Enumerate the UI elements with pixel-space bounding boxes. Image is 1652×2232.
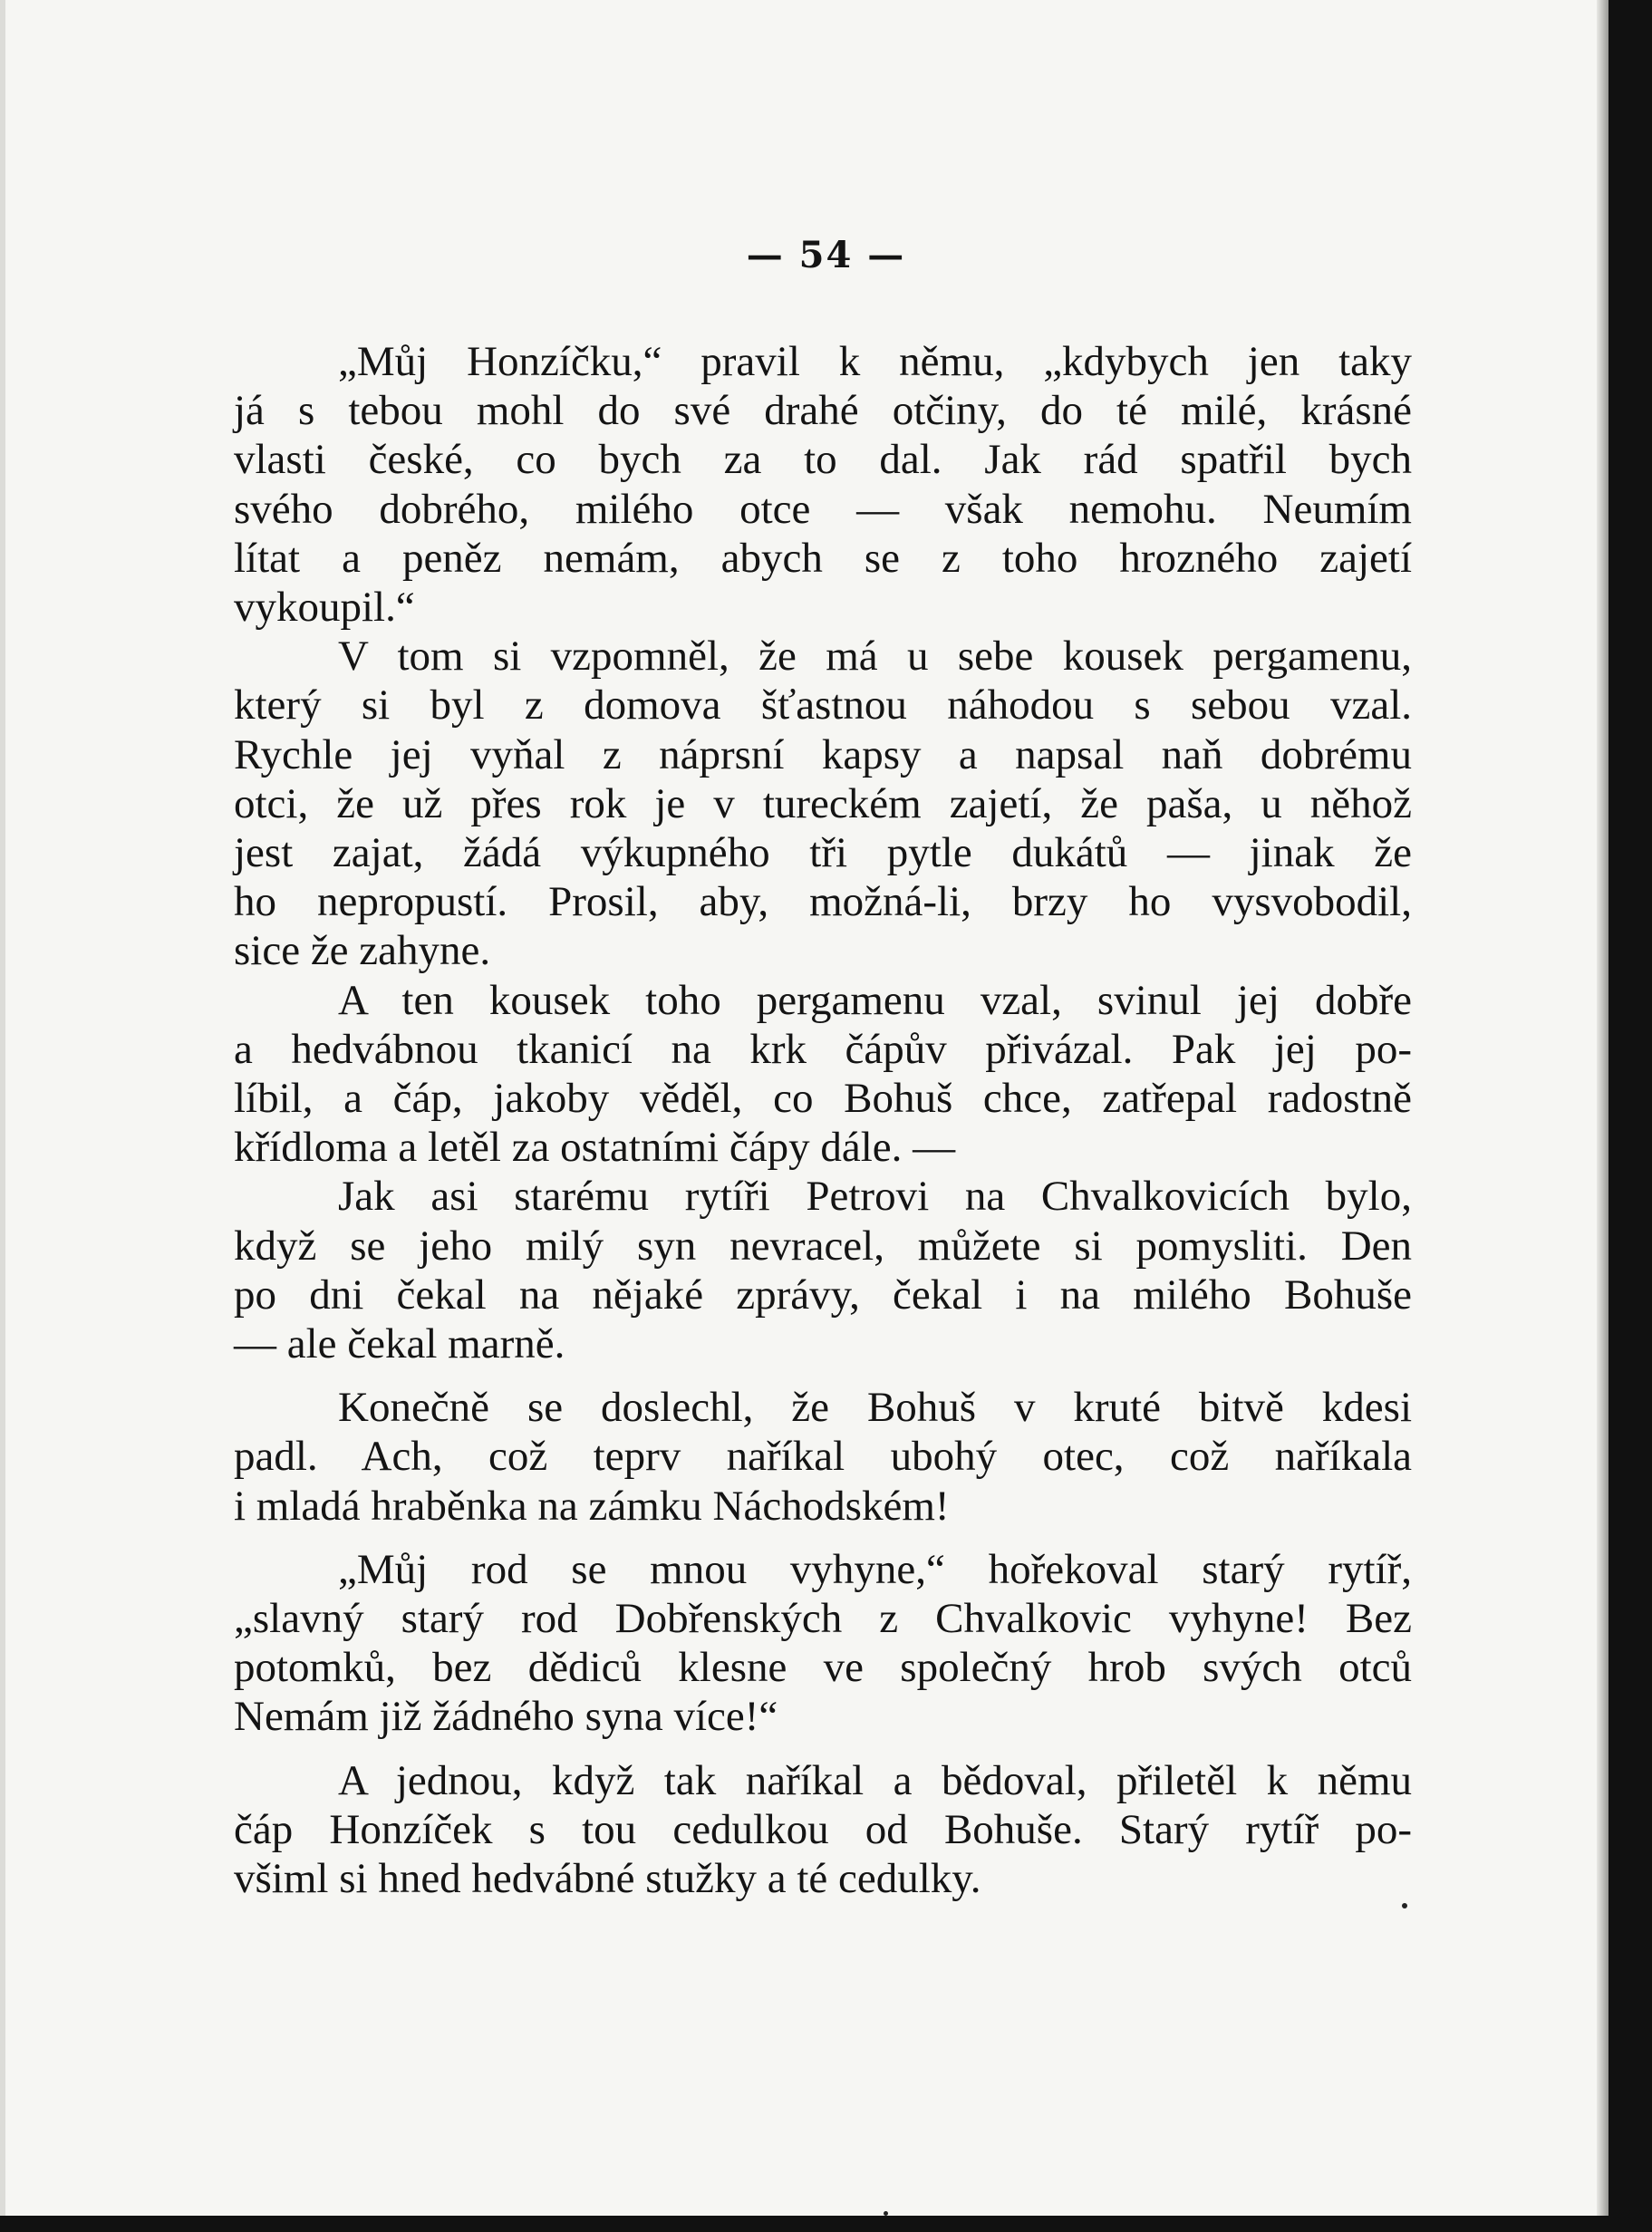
text-line: líbil, a čáp, jakoby věděl, co Bohuš chce, zatřepal radostně: [234, 1075, 1412, 1123]
text-line: padl. Ach, což teprv naříkal ubohý otec, což naříkala: [234, 1433, 1412, 1481]
text-line: vlasti české, co bych za to dal. Jak rád spatřil bych: [234, 436, 1412, 484]
text-line: ho nepropustí. Prosil, aby, možná-li, brzy ho vysvobodil,: [234, 878, 1412, 926]
text-line: „slavný starý rod Dobřenských z Chvalkovic vyhyne! Bez: [234, 1595, 1412, 1643]
text-line: když se jeho milý syn nevracel, můžete si pomysliti. Den: [234, 1222, 1412, 1270]
text-line: „Můj Honzíčku,“ pravil k němu, „kdybych jen taky: [338, 338, 1412, 385]
text-line: křídloma a letěl za ostatními čápy dále. —: [234, 1124, 956, 1172]
text-line: vykoupil.“: [234, 584, 415, 632]
text-line: A jednou, když tak naříkal a bědoval, přiletěl k němu: [338, 1756, 1412, 1804]
paragraph: [234, 1172, 1412, 1368]
text-line: Nemám již žádného syna více!“: [234, 1693, 778, 1741]
body-text: [234, 337, 1412, 1903]
page-number: — 54 —: [746, 234, 906, 276]
text-line: A ten kousek toho pergamenu vzal, svinul jej dobře: [338, 976, 1412, 1024]
text-line: V tom si vzpomněl, že má u sebe kousek pergamenu,: [338, 633, 1412, 681]
text-line: Rychle jej vyňal z náprsní kapsy a napsal naň dobrému: [234, 730, 1412, 778]
paragraph: [234, 1756, 1412, 1904]
text-line: já s tebou mohl do své drahé otčiny, do té milé, krásné: [234, 387, 1412, 435]
text-line: všiml si hned hedvábné stužky a té cedulky.: [234, 1855, 981, 1903]
paragraph: [234, 337, 1412, 632]
ink-speck: [884, 2211, 888, 2216]
text-line: jest zajat, žádá výkupného tři pytle dukátů — jinak že: [234, 829, 1412, 877]
paragraph: [234, 976, 1412, 1173]
page-right-edge: [1609, 0, 1652, 2232]
text-line: — ale čekal marně.: [234, 1320, 565, 1368]
paragraph: [234, 1383, 1412, 1531]
text-line: Jak asi starému rytíři Petrovi na Chvalkovicích bylo,: [338, 1173, 1412, 1221]
paragraph: [234, 632, 1412, 975]
text-line: sice že zahyne.: [234, 927, 491, 975]
text-line: potomků, bez dědiců klesne ve společný hrob svých otců: [234, 1644, 1412, 1692]
text-line: svého dobrého, milého otce — však nemohu. Neumím: [234, 485, 1412, 533]
paragraph: [234, 1545, 1412, 1742]
text-line: čáp Honzíček s tou cedulkou od Bohuše. Starý rytíř po-: [234, 1805, 1412, 1853]
text-line: a hedvábnou tkanicí na krk čápův přivázal. Pak jej po-: [234, 1025, 1412, 1073]
text-line: Konečně se doslechl, že Bohuš v kruté bitvě kdesi: [338, 1384, 1412, 1432]
text-line: otci, že už přes rok je v tureckém zajetí, že paša, u něhož: [234, 779, 1412, 827]
ink-speck: [1402, 1903, 1407, 1908]
page-bottom-edge: [0, 2216, 1652, 2232]
text-line: i mladá hraběnka na zámku Náchodském!: [234, 1482, 950, 1530]
text-line: lítat a peněz nemám, abych se z toho hrozného zajetí: [234, 534, 1412, 582]
text-line: „Můj rod se mnou vyhyne,“ hořekoval starý rytíř,: [338, 1545, 1412, 1593]
text-line: který si byl z domova šťastnou náhodou s sebou vzal.: [234, 681, 1412, 730]
page-left-edge: [0, 0, 5, 2232]
text-line: po dni čekal na nějaké zprávy, čekal i na milého Bohuše: [234, 1271, 1412, 1319]
page-gutter-shadow: [1597, 0, 1609, 2232]
